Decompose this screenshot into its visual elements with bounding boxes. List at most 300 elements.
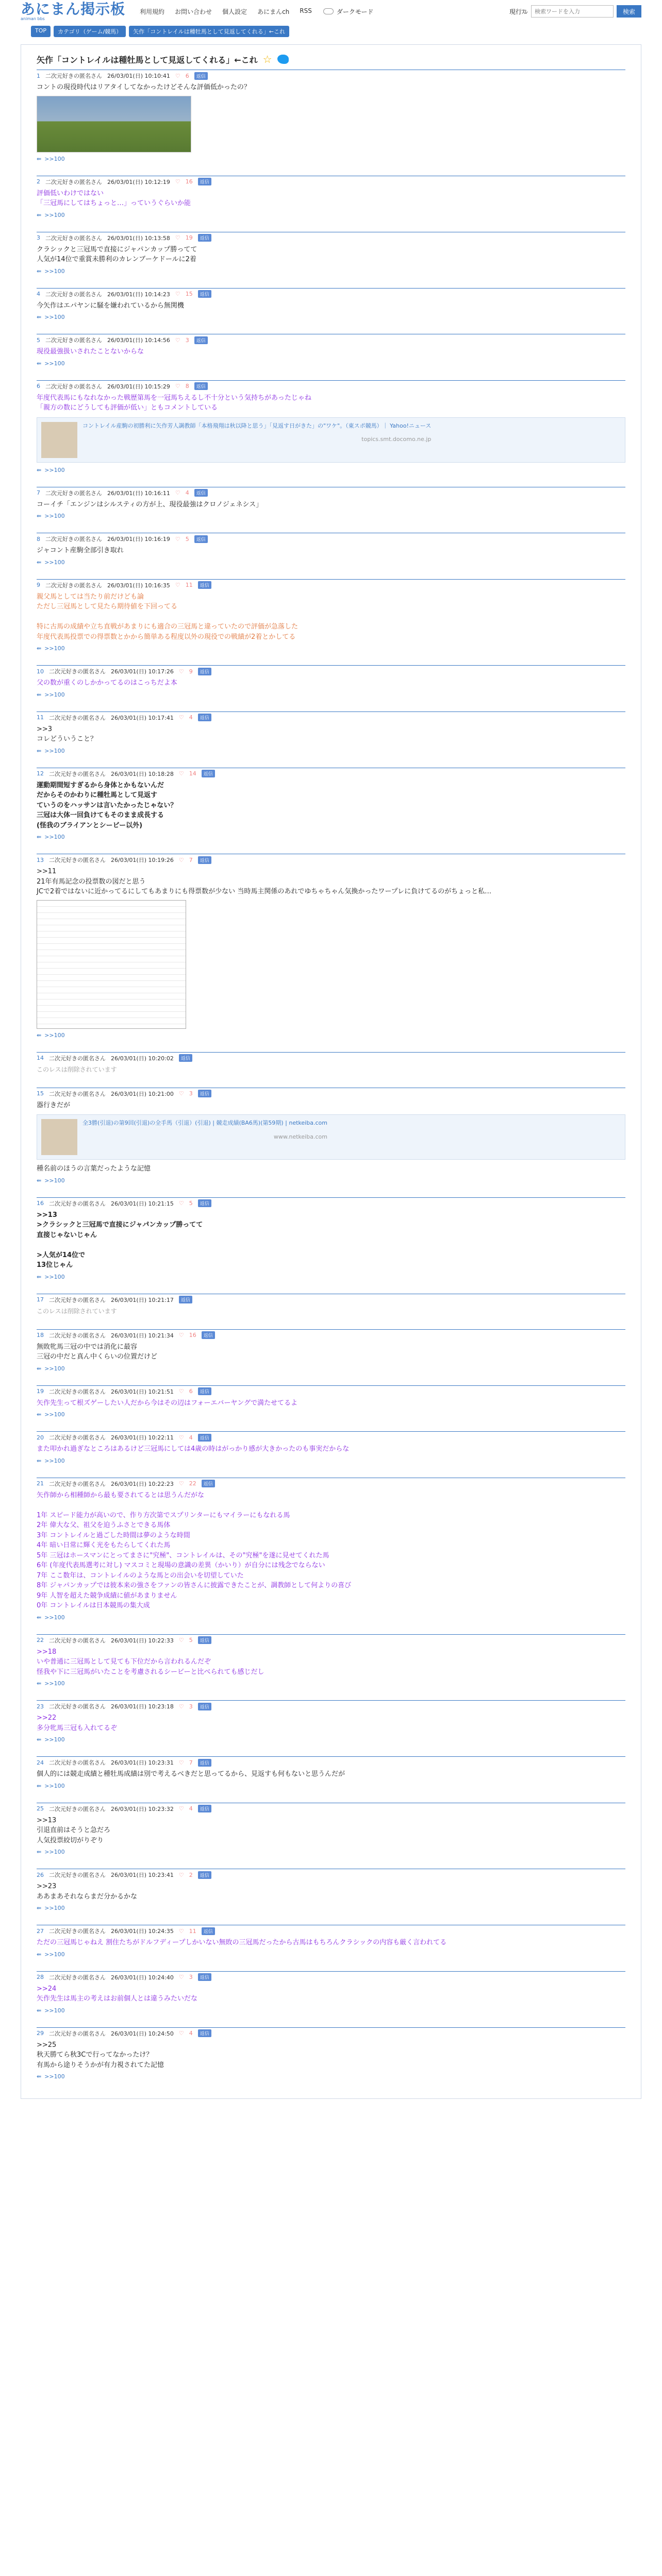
- poster-name: 二次元好きの匿名さん: [49, 1200, 106, 1207]
- post-footer: [37, 360, 625, 367]
- post-header: [37, 382, 625, 391]
- poster-name: 二次元好きの匿名さん: [49, 1480, 106, 1487]
- post: [37, 579, 625, 652]
- post: [37, 1756, 625, 1789]
- reply-button[interactable]: 返信: [179, 1054, 192, 1062]
- poster-name: 二次元好きの匿名さん: [49, 668, 106, 675]
- reply-button[interactable]: 返信: [198, 714, 211, 721]
- post: [37, 1925, 625, 1958]
- reply-icon[interactable]: ⇚: [37, 558, 42, 566]
- reply-link[interactable]: >>100: [44, 834, 65, 840]
- post-footer: [37, 691, 625, 698]
- heart-icon[interactable]: ♡: [175, 291, 180, 297]
- post-header: [37, 177, 625, 187]
- like-count: 11: [185, 582, 193, 588]
- reply-button[interactable]: 返信: [194, 489, 208, 497]
- post-header: [37, 1702, 625, 1711]
- post-body: 無敗牝馬三冠の中では消化に最容 三冠の中だと真ん中くらいの位置だけど: [37, 1343, 158, 1361]
- reply-icon[interactable]: ⇚: [37, 747, 42, 754]
- post-number[interactable]: 7: [37, 489, 40, 496]
- heart-icon[interactable]: ♡: [178, 1927, 184, 1935]
- post-date: 26/03/01(日) 10:21:34: [111, 1332, 174, 1339]
- post-footer: [37, 1783, 625, 1789]
- reply-link[interactable]: >>100: [44, 360, 65, 367]
- reply-button[interactable]: 返信: [202, 1927, 215, 1935]
- link-card[interactable]: [37, 1114, 625, 1160]
- reply-icon[interactable]: ⇚: [37, 1411, 42, 1418]
- heart-icon[interactable]: ♡: [178, 1805, 184, 1812]
- post: [37, 533, 625, 566]
- post-number[interactable]: 3: [37, 234, 40, 241]
- post-footer: [37, 1177, 625, 1184]
- heart-icon[interactable]: ♡: [175, 336, 180, 344]
- heart-icon[interactable]: ♡: [175, 582, 180, 588]
- post-body: ジャコント産駒全部引き取れ: [37, 547, 124, 554]
- heart-icon[interactable]: ♡: [178, 668, 184, 675]
- reply-icon[interactable]: ⇚: [37, 1736, 42, 1743]
- reply-link[interactable]: >>100: [44, 747, 65, 754]
- reply-button[interactable]: 返信: [198, 290, 211, 298]
- post-number[interactable]: 24: [37, 1759, 44, 1766]
- like-count: 19: [185, 234, 193, 241]
- post-footer: [37, 2073, 625, 2080]
- post-date: 26/03/01(日) 10:16:11: [107, 489, 170, 497]
- post: [37, 665, 625, 698]
- post-header: [37, 2029, 625, 2038]
- post-image[interactable]: [37, 96, 191, 152]
- nav-rss[interactable]: RSS: [300, 7, 312, 14]
- reply-link[interactable]: >>100: [44, 2007, 65, 2014]
- reply-button[interactable]: 返信: [202, 770, 215, 777]
- reply-button[interactable]: 返信: [198, 234, 211, 242]
- like-count: 7: [189, 856, 193, 863]
- heart-icon[interactable]: ♡: [178, 1434, 184, 1441]
- reply-link[interactable]: >>100: [44, 466, 65, 473]
- reply-link[interactable]: >>100: [44, 1273, 65, 1280]
- top-nav: [140, 7, 312, 16]
- reply-icon[interactable]: ⇚: [37, 360, 42, 367]
- post-footer: [37, 467, 625, 473]
- like-count: 4: [189, 1434, 193, 1441]
- reply-link[interactable]: >>100: [44, 1782, 65, 1789]
- reply-button[interactable]: 返信: [194, 336, 208, 344]
- card-content: [82, 1119, 327, 1155]
- post: [37, 1052, 625, 1074]
- nav-contact[interactable]: お問い合わせ: [175, 8, 212, 15]
- breadcrumb-thread[interactable]: 矢作「コントレイルは種牡馬として見返してくれる」←これ: [129, 26, 289, 37]
- like-count: 5: [185, 535, 189, 543]
- post-footer: [37, 559, 625, 566]
- post-header: [37, 1089, 625, 1098]
- post: [37, 854, 625, 1039]
- heart-icon[interactable]: ♡: [178, 1871, 184, 1878]
- post-number[interactable]: 10: [37, 668, 44, 675]
- heart-icon[interactable]: ♡: [178, 1703, 184, 1710]
- poster-name: 二次元好きの匿名さん: [45, 536, 102, 543]
- reply-icon[interactable]: ⇚: [37, 1365, 42, 1372]
- reply-link[interactable]: >>100: [44, 1411, 65, 1418]
- reply-button[interactable]: 返信: [202, 1331, 215, 1339]
- post-date: 26/03/01(日) 10:22:23: [111, 1480, 174, 1487]
- heart-icon[interactable]: ♡: [178, 1974, 184, 1980]
- darkmode-toggle[interactable]: [323, 7, 374, 16]
- heart-icon[interactable]: ♡: [178, 2030, 184, 2037]
- post: [37, 2027, 625, 2080]
- reply-icon[interactable]: ⇚: [37, 1680, 42, 1687]
- post-number[interactable]: 25: [37, 1805, 44, 1812]
- post-number[interactable]: 13: [37, 856, 44, 863]
- reply-icon[interactable]: ⇚: [37, 267, 42, 275]
- reply-link[interactable]: >>100: [44, 267, 65, 275]
- heart-icon[interactable]: ♡: [178, 1388, 184, 1395]
- post-number[interactable]: 11: [37, 714, 44, 721]
- post-date: 26/03/01(日) 10:19:26: [111, 857, 174, 863]
- poster-name: 二次元好きの匿名さん: [49, 1759, 106, 1766]
- post-body: 現役最強扱いされたことないからな: [37, 348, 144, 355]
- post-body: >>11 21年有馬記念の投票数の図だと思う JCで2着ではないに近かってるにしてもあまりにも得票数が少ない 当時馬主関係のあれでゆちゃちゃん気換かったワープレに負けてるのがちょっと私…: [37, 868, 492, 895]
- post-header: [37, 667, 625, 676]
- post-number[interactable]: 9: [37, 582, 40, 588]
- reply-button[interactable]: 返信: [194, 72, 208, 80]
- poster-name: 二次元好きの匿名さん: [45, 337, 102, 344]
- poster-name: 二次元好きの匿名さん: [45, 489, 102, 497]
- toggle-icon[interactable]: [323, 8, 334, 14]
- reply-icon[interactable]: ⇚: [37, 1614, 42, 1621]
- post-footer: [37, 1458, 625, 1464]
- reply-icon[interactable]: ⇚: [37, 1031, 42, 1039]
- reply-icon[interactable]: ⇚: [37, 1782, 42, 1789]
- star-icon[interactable]: ☆: [262, 53, 272, 65]
- post: [37, 1634, 625, 1687]
- search-button[interactable]: 検索: [617, 5, 641, 18]
- post-date: 26/03/01(日) 10:21:17: [111, 1296, 174, 1303]
- post: [37, 1478, 625, 1621]
- reply-icon[interactable]: ⇚: [37, 211, 42, 218]
- post-number[interactable]: 27: [37, 1927, 44, 1935]
- post-header: [37, 335, 625, 345]
- post-body: ただの三冠馬じゃねえ 割住たちがドルフディープしかいない無敗の三冠馬だったから古馬はもちろんクラシックの内容も厳く言われてる: [37, 1939, 447, 1946]
- reply-button[interactable]: 返信: [202, 1480, 215, 1487]
- post-number[interactable]: 23: [37, 1703, 44, 1710]
- logo-subtext: animan bbs: [21, 16, 45, 21]
- post-date: 26/03/01(日) 10:21:00: [111, 1090, 174, 1097]
- reply-button[interactable]: 返信: [194, 382, 208, 390]
- post-number[interactable]: 15: [37, 1090, 44, 1097]
- reply-link[interactable]: >>100: [44, 1680, 65, 1687]
- post-body: コントの現役時代はリアタイしてなかったけどそんな評価低かったの？: [37, 83, 251, 91]
- reply-button[interactable]: 返信: [198, 1703, 211, 1710]
- link-card[interactable]: [37, 417, 625, 463]
- nav-settings[interactable]: 個人設定: [222, 8, 247, 15]
- reply-button[interactable]: 返信: [198, 1199, 211, 1207]
- heart-icon[interactable]: ♡: [178, 714, 184, 721]
- post-body: >>22 多分牝馬三冠も入れてるぞ: [37, 1714, 118, 1732]
- post-date: 26/03/01(日) 10:21:15: [111, 1200, 174, 1207]
- post: [37, 1197, 625, 1280]
- post-body: 評価低いわけではない 「三冠馬にしてはちょっと…」っていうぐらいか能: [37, 189, 191, 207]
- heart-icon[interactable]: ♡: [178, 856, 184, 863]
- post-body: 年度代表馬にもなれなかった戦歴第馬を一冠馬ちえるし不十分という気持ちがあったじゃね 「親方の数にどうしても評価が低い」ともコメントしている: [37, 394, 311, 412]
- poster-name: 二次元好きの匿名さん: [45, 582, 102, 589]
- reply-link[interactable]: >>100: [44, 513, 65, 519]
- post-body: >>25 秋天勝てら秋3Cで行ってなかったけ？ 有馬から途りそうかが有力視されてた記憶: [37, 2041, 164, 2069]
- reply-button[interactable]: 返信: [198, 1871, 211, 1879]
- like-count: 15: [185, 291, 193, 297]
- post-body: >>3 コレどういうこと？: [37, 725, 97, 743]
- post-number[interactable]: 20: [37, 1434, 44, 1441]
- reply-button[interactable]: 返信: [198, 2029, 211, 2037]
- card-title: 全3勝(引退)の第9回(引退)の全手馬（引退）(引退) | 競走成績(BA6馬)(第59期) | netkeiba.com: [82, 1120, 327, 1126]
- heart-icon[interactable]: ♡: [175, 178, 180, 185]
- reply-icon[interactable]: ⇚: [37, 513, 42, 519]
- heart-icon[interactable]: ♡: [175, 489, 180, 496]
- post: [37, 232, 625, 275]
- heart-icon[interactable]: ♡: [175, 383, 180, 389]
- reply-button[interactable]: 返信: [194, 535, 208, 543]
- reply-link[interactable]: >>100: [44, 1614, 65, 1621]
- poster-name: 二次元好きの匿名さん: [49, 1388, 106, 1395]
- post-footer: [37, 1951, 625, 1958]
- post-footer: [37, 1274, 625, 1280]
- breadcrumb-category[interactable]: カテゴリ（ゲーム/競馬）: [54, 26, 126, 37]
- heart-icon[interactable]: ♡: [178, 1759, 184, 1766]
- reply-link[interactable]: >>100: [44, 1177, 65, 1184]
- poster-name: 二次元好きの匿名さん: [49, 1055, 106, 1062]
- reply-link[interactable]: >>100: [44, 691, 65, 698]
- site-logo[interactable]: [21, 2, 125, 21]
- post-header: [37, 855, 625, 865]
- poster-name: 二次元好きの匿名さん: [49, 770, 106, 777]
- poster-name: 二次元好きの匿名さん: [45, 291, 102, 298]
- reply-icon[interactable]: ⇚: [37, 314, 42, 320]
- post-number[interactable]: 29: [37, 2030, 44, 2037]
- post-body: >>13 >クラシックと三冠馬で直接にジャパンカップ勝ってて 直接じゃないじゃん >人気が14位で 13位じゃん: [37, 1211, 203, 1269]
- reply-link[interactable]: >>100: [44, 1365, 65, 1372]
- post-date: 26/03/01(日) 10:23:32: [111, 1805, 174, 1812]
- post-date: 26/03/01(日) 10:23:18: [111, 1703, 174, 1710]
- post-date: 26/03/01(日) 10:23:31: [111, 1759, 174, 1766]
- nav-animanch[interactable]: あにまんch: [257, 8, 290, 15]
- poster-name: 二次元好きの匿名さん: [49, 1296, 106, 1303]
- post-number[interactable]: 19: [37, 1388, 44, 1395]
- heart-icon[interactable]: ♡: [178, 1637, 184, 1643]
- like-count: 6: [185, 72, 189, 79]
- post-date: 26/03/01(日) 10:20:02: [111, 1055, 174, 1062]
- post-date: 26/03/01(日) 10:23:41: [111, 1872, 174, 1878]
- reply-icon[interactable]: ⇚: [37, 2007, 42, 2014]
- post-header: [37, 1054, 625, 1063]
- search-area: [509, 5, 641, 18]
- reply-button[interactable]: 返信: [198, 1805, 211, 1812]
- reply-link[interactable]: >>100: [44, 1457, 65, 1464]
- reply-button[interactable]: 返信: [198, 668, 211, 675]
- like-count: 9: [189, 668, 193, 675]
- post-number[interactable]: 21: [37, 1480, 44, 1487]
- thread-container: [21, 44, 641, 2099]
- post-number[interactable]: 2: [37, 178, 40, 185]
- reply-link[interactable]: >>100: [44, 1031, 65, 1039]
- like-count: 3: [189, 1090, 193, 1097]
- post-body: >>13 引退直前はそうと急だろ 人気投票絞切がりぞり: [37, 1816, 111, 1844]
- reply-button[interactable]: 返信: [198, 1636, 211, 1644]
- post-number[interactable]: 6: [37, 383, 40, 389]
- reply-link[interactable]: >>100: [44, 1905, 65, 1911]
- post-header: [37, 581, 625, 590]
- post: [37, 1294, 625, 1316]
- poster-name: 二次元好きの匿名さん: [45, 234, 102, 242]
- post: [37, 1431, 625, 1464]
- post-body: このレスは削除されています: [37, 1307, 117, 1315]
- poster-name: 二次元好きの匿名さん: [49, 1090, 106, 1097]
- post-body: 父の数が重くのしかかってるのはこっちだよ本: [37, 679, 177, 687]
- reply-button[interactable]: 返信: [179, 1296, 192, 1303]
- post-footer: [37, 212, 625, 218]
- reply-icon[interactable]: ⇚: [37, 1273, 42, 1280]
- post-header: [37, 1926, 625, 1936]
- poster-name: 二次元好きの匿名さん: [49, 1974, 106, 1981]
- heart-icon[interactable]: ♡: [178, 1200, 184, 1207]
- poster-name: 二次元好きの匿名さん: [49, 857, 106, 863]
- like-count: 16: [189, 1332, 196, 1338]
- card-source: topics.smt.docomo.ne.jp: [361, 436, 432, 443]
- poster-name: 二次元好きの匿名さん: [49, 1637, 106, 1644]
- twitter-icon[interactable]: [277, 55, 289, 64]
- post: [37, 1869, 625, 1911]
- reply-link[interactable]: >>100: [44, 155, 65, 162]
- reply-icon[interactable]: ⇚: [37, 691, 42, 698]
- post-header: [37, 488, 625, 498]
- post-footer: [37, 1365, 625, 1372]
- like-count: 14: [189, 770, 196, 777]
- post: [37, 288, 625, 321]
- card-title: コントレイル産駒の初勝利に矢作芳人調教師「本格飛翔は秋以降と思う」「見返す日がきた」の"ワケ"。（東スポ競馬）｜ Yahoo!ニュース: [82, 422, 432, 429]
- reply-link[interactable]: >>100: [44, 1951, 65, 1958]
- post-date: 26/03/01(日) 10:24:40: [111, 1974, 174, 1981]
- post-date: 26/03/01(日) 10:17:41: [111, 714, 174, 721]
- reply-icon[interactable]: ⇚: [37, 155, 42, 162]
- heart-icon[interactable]: ♡: [178, 1480, 184, 1487]
- post-body: 個人的には競走成績と種牡馬成績は別で考えるべきだと思ってるから、見返すも何もないと思うんだが: [37, 1770, 345, 1778]
- post-footer: [37, 1032, 625, 1039]
- reply-icon[interactable]: ⇚: [37, 645, 42, 652]
- like-count: 4: [185, 489, 189, 496]
- post-number[interactable]: 26: [37, 1871, 44, 1878]
- post-number[interactable]: 12: [37, 770, 44, 777]
- reply-link[interactable]: >>100: [44, 645, 65, 652]
- heart-icon[interactable]: ♡: [178, 1332, 184, 1338]
- reply-icon[interactable]: ⇚: [37, 1951, 42, 1958]
- reply-link[interactable]: >>100: [44, 1736, 65, 1743]
- poster-name: 二次元好きの匿名さん: [49, 714, 106, 721]
- post-footer: [37, 1905, 625, 1911]
- post-number[interactable]: 1: [37, 72, 40, 79]
- post-footer: [37, 156, 625, 162]
- post-header: [37, 233, 625, 243]
- like-count: 16: [185, 178, 193, 185]
- thread-title: 矢作「コントレイルは種牡馬として見返してくれる」←これ: [37, 55, 258, 65]
- post: [37, 1971, 625, 2014]
- post-footer: [37, 1411, 625, 1418]
- reply-icon[interactable]: ⇚: [37, 2073, 42, 2080]
- reply-button[interactable]: 返信: [198, 581, 211, 589]
- reply-button[interactable]: 返信: [198, 1434, 211, 1442]
- post-number[interactable]: 17: [37, 1296, 44, 1303]
- post-number[interactable]: 22: [37, 1637, 44, 1643]
- poster-name: 二次元好きの匿名さん: [49, 2030, 106, 2037]
- post-number[interactable]: 16: [37, 1200, 44, 1207]
- post: [37, 380, 625, 473]
- reply-icon[interactable]: ⇚: [37, 1905, 42, 1911]
- post-number[interactable]: 28: [37, 1974, 44, 1980]
- nav-terms[interactable]: 利用規約: [140, 8, 165, 15]
- search-scope-label[interactable]: 現行ｽﾚ: [509, 8, 528, 15]
- breadcrumb-top[interactable]: TOP: [31, 26, 51, 37]
- like-count: 22: [189, 1480, 196, 1487]
- post-image[interactable]: [37, 900, 186, 1029]
- reply-button[interactable]: 返信: [198, 1759, 211, 1767]
- reply-icon[interactable]: ⇚: [37, 1457, 42, 1464]
- post-number[interactable]: 8: [37, 535, 40, 543]
- post-extra-text: 種名前のほうの言葉だったような記憶: [37, 1165, 151, 1173]
- reply-icon[interactable]: ⇚: [37, 1177, 42, 1184]
- post: [37, 768, 625, 841]
- like-count: 3: [189, 1703, 193, 1710]
- post-header: [37, 1758, 625, 1767]
- reply-button[interactable]: 返信: [198, 1090, 211, 1097]
- post-number[interactable]: 18: [37, 1332, 44, 1338]
- reply-link[interactable]: >>100: [44, 2073, 65, 2080]
- reply-button[interactable]: 返信: [198, 178, 211, 185]
- site-header: [0, 0, 662, 23]
- heart-icon[interactable]: ♡: [175, 234, 180, 241]
- reply-icon[interactable]: ⇚: [37, 466, 42, 473]
- post-footer: [37, 268, 625, 275]
- like-count: 3: [185, 336, 189, 344]
- post-body: >>24 矢作先生は馬主の考えはお前個人とは違うみたいだな: [37, 1985, 198, 2003]
- reply-button[interactable]: 返信: [198, 1973, 211, 1981]
- reply-button[interactable]: 返信: [198, 1387, 211, 1395]
- reply-button[interactable]: 返信: [198, 856, 211, 864]
- post-footer: [37, 513, 625, 519]
- post-footer: [37, 1736, 625, 1743]
- reply-link[interactable]: >>100: [44, 558, 65, 566]
- post-number[interactable]: 5: [37, 336, 40, 344]
- heart-icon[interactable]: ♡: [178, 1090, 184, 1097]
- post-header: [37, 71, 625, 80]
- heart-icon[interactable]: ♡: [178, 770, 184, 777]
- post-number[interactable]: 14: [37, 1055, 44, 1061]
- reply-link[interactable]: >>100: [44, 1849, 65, 1855]
- reply-icon[interactable]: ⇚: [37, 834, 42, 840]
- post-number[interactable]: 4: [37, 291, 40, 297]
- like-count: 8: [185, 383, 189, 389]
- post-date: 26/03/01(日) 10:15:29: [107, 383, 170, 390]
- poster-name: 二次元好きの匿名さん: [45, 73, 102, 79]
- reply-link[interactable]: >>100: [44, 211, 65, 218]
- poster-name: 二次元好きの匿名さん: [49, 1434, 106, 1441]
- post-header: [37, 1199, 625, 1208]
- heart-icon[interactable]: ♡: [175, 535, 180, 543]
- reply-link[interactable]: >>100: [44, 314, 65, 320]
- poster-name: 二次元好きの匿名さん: [45, 383, 102, 390]
- like-count: 4: [189, 2030, 193, 2037]
- post: [37, 334, 625, 367]
- search-input[interactable]: [531, 5, 614, 18]
- heart-icon[interactable]: ♡: [175, 72, 180, 79]
- post-header: [37, 1973, 625, 1982]
- post-footer: [37, 314, 625, 320]
- reply-icon[interactable]: ⇚: [37, 1849, 42, 1855]
